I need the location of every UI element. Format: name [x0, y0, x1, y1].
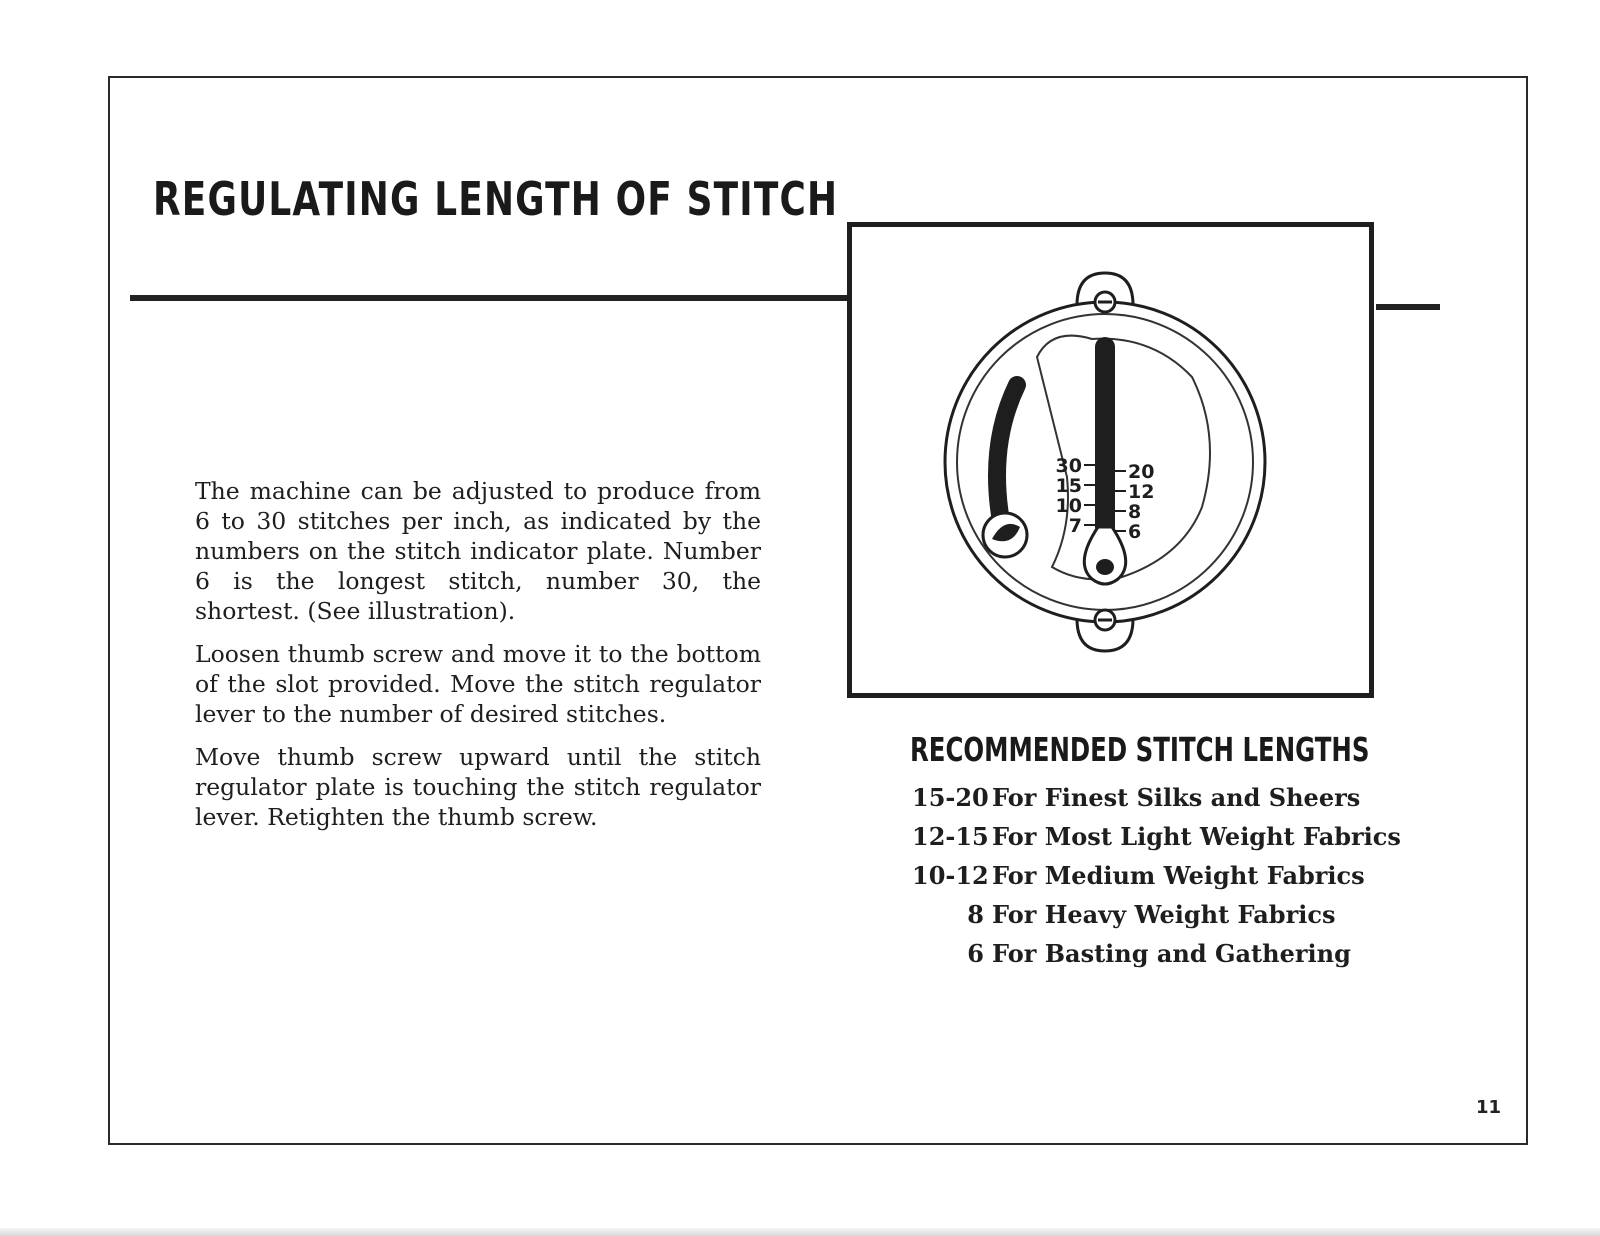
page-title: REGULATING LENGTH OF STITCH [153, 172, 839, 226]
stitch-number: 15-20 [912, 783, 989, 812]
title-rule-right [1376, 304, 1440, 310]
recommended-heading: RECOMMENDED STITCH LENGTHS [910, 730, 1370, 769]
fabric-description: For Most Light Weight Fabrics [992, 822, 1401, 851]
instructions-paragraph-2: Loosen thumb screw and move it to the bottom of the slot provided. Move the stitch regulator lever to the number of desired stitches. [195, 640, 761, 728]
scale-left-label: 15 [1055, 475, 1082, 497]
fabric-description: For Heavy Weight Fabrics [992, 900, 1336, 929]
list-item [912, 895, 1432, 934]
list-item [912, 856, 1432, 895]
scale-left-label: 10 [1055, 495, 1082, 517]
scale-left-label: 30 [1055, 455, 1082, 477]
scale-left-label: 7 [1068, 515, 1082, 537]
fabric-description: For Finest Silks and Sheers [992, 783, 1361, 812]
instructions-text [195, 476, 761, 845]
stitch-number: 12-15 [912, 822, 989, 851]
list-item [912, 778, 1432, 817]
stitch-regulator-lever [1095, 337, 1115, 537]
scale-right-label: 20 [1128, 461, 1155, 483]
page-number: 11 [1476, 1097, 1502, 1118]
instructions-paragraph-3: Move thumb screw upward until the stitch regulator plate is touching the stitch regulator lever. Retighten the thumb screw. [195, 743, 761, 831]
scan-edge [0, 1228, 1600, 1236]
recommended-list [912, 778, 1432, 973]
stitch-number: 8 [967, 900, 984, 929]
stitch-indicator-illustration [847, 222, 1374, 698]
scale-right-label: 8 [1128, 501, 1142, 523]
fabric-description: For Basting and Gathering [992, 939, 1351, 968]
stitch-number: 6 [967, 939, 984, 968]
instructions-paragraph-1: The machine can be adjusted to produce from 6 to 30 stitches per inch, as indicated by the numbers on the stitch indicator plate. Number 6 is the longest stitch, number 30, the shortest. (See illustration). [195, 477, 761, 625]
stitch-indicator-drawing [852, 227, 1369, 693]
lever-pivot [1096, 559, 1114, 575]
list-item [912, 817, 1432, 856]
scale-right-label: 6 [1128, 521, 1142, 543]
title-rule [130, 295, 850, 301]
stitch-number: 10-12 [912, 861, 989, 890]
list-item [912, 934, 1432, 973]
fabric-description: For Medium Weight Fabrics [992, 861, 1365, 890]
scale-right-label: 12 [1128, 481, 1155, 503]
